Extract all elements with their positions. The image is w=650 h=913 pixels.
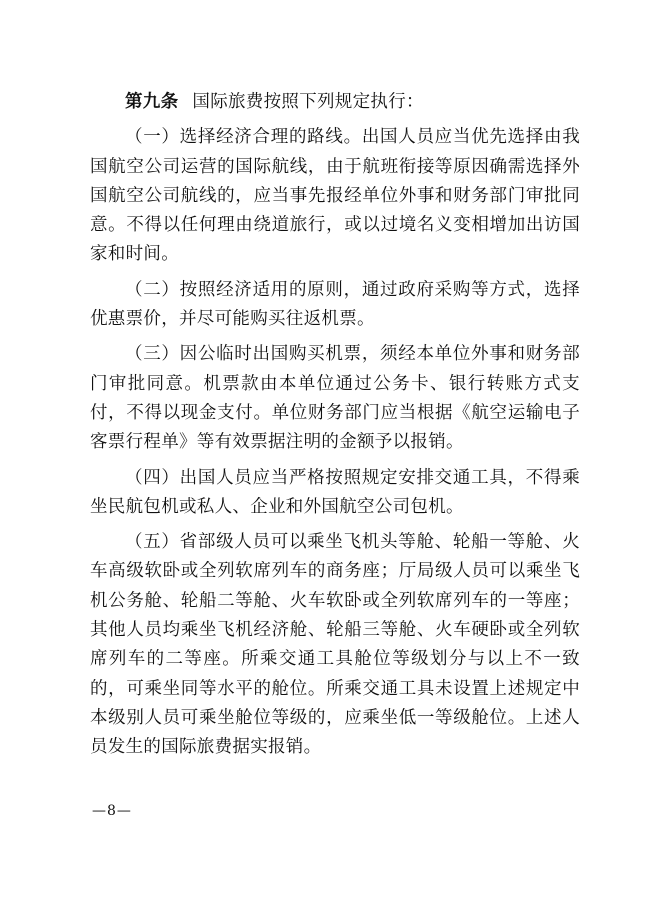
article-heading-paragraph [90,88,580,117]
paragraph-2: （二）按照经济适用的原则，通过政府采购等方式，选择优惠票价，并尽可能购买往返机票。 [90,279,580,330]
paragraph-1: （一）选择经济合理的路线。出国人员应当优先选择由我国航空公司运营的国际航线，由于航班衔接等原因确需选择外国航空公司航线的，应当事先报经单位外事和财务部门审批同意。不得以任何理由绕道旅行，或以过境名义变相增加出访国家和时间。 [90,127,580,265]
paragraph-3: （三）因公临时出国购买机票，须经本单位外事和财务部门审批同意。机票款由本单位通过公务卡、银行转账方式支付，不得以现金支付。单位财务部门应当根据《航空运输电子客票行程单》等有效票据注明的金额予以报销。 [90,344,580,453]
paragraph-4: （四）出国人员应当严格按照规定安排交通工具，不得乘坐民航包机或私人、企业和外国航空公司包机。 [90,467,580,517]
document-body [90,88,580,763]
page-number: —8— [92,803,132,819]
article-title: 第九条 [125,92,179,112]
article-intro: 国际旅费按照下列规定执行： [192,92,424,112]
paragraph-5: （五）省部级人员可以乘坐飞机头等舱、轮船一等舱、火车高级软卧或全列软席列车的商务座；厅局级人员可以乘坐飞机公务舱、轮船二等舱、火车软卧或全列软席列车的一等座；其他人员均乘坐飞机经济舱、轮船三等舱、火车硬卧或全列软席列车的二等座。所乘交通工具舱位等级划分与以上不一致的，可乘坐同等水平的舱位。所乘交通工具未设置上述规定中本级别人员可乘坐舱位等级的，应乘坐低一等级舱位。上述人员发生的国际旅费据实报销。 [90,532,580,758]
